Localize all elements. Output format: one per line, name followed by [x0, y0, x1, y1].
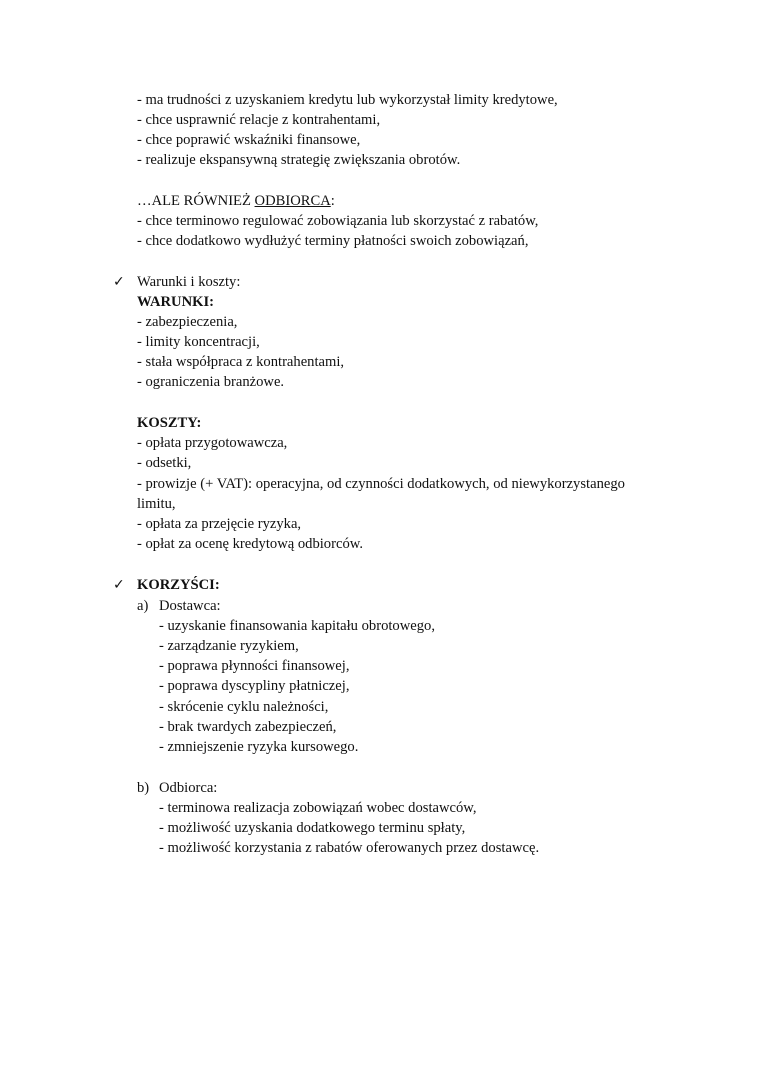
list-item: - skrócenie cyklu należności,: [159, 699, 329, 715]
recipient-label: Odbiorca:: [159, 780, 218, 796]
list-item: - poprawa dyscypliny płatniczej,: [159, 678, 350, 694]
list-item: - opłata przygotowawcza,: [137, 435, 288, 451]
list-marker: a): [137, 598, 149, 614]
list-marker: b): [137, 780, 150, 796]
list-item: - ograniczenia branżowe.: [137, 374, 285, 390]
recipient-heading-prefix: …ALE RÓWNIEŻ: [137, 193, 255, 209]
checkmark-icon: ✓: [113, 577, 125, 593]
list-item: - brak twardych zabezpieczeń,: [159, 719, 337, 735]
list-item: - możliwość uzyskania dodatkowego terminu spłaty,: [159, 820, 466, 836]
list-item: - realizuje ekspansywną strategię zwiększania obrotów.: [137, 152, 461, 168]
supplier-label: Dostawca:: [159, 598, 221, 614]
recipient-heading-suffix: :: [330, 193, 335, 209]
list-item: - chce terminowo regulować zobowiązania lub skorzystać z rabatów,: [137, 213, 539, 229]
list-item: limitu,: [137, 496, 176, 512]
checkmark-icon: ✓: [113, 274, 125, 290]
list-item: - opłat za ocenę kredytową odbiorców.: [137, 536, 363, 552]
list-item: - zabezpieczenia,: [137, 314, 238, 330]
list-item: - ma trudności z uzyskaniem kredytu lub wykorzystał limity kredytowe,: [137, 92, 558, 108]
list-item: - chce poprawić wskaźniki finansowe,: [137, 132, 361, 148]
list-item: - możliwość korzystania z rabatów oferowanych przez dostawcę.: [159, 840, 540, 856]
conditions-heading: WARUNKI:: [137, 294, 215, 310]
recipient-heading: [137, 191, 335, 211]
list-item: - zmniejszenie ryzyka kursowego.: [159, 739, 359, 755]
section-title: Warunki i koszty:: [137, 274, 241, 290]
list-item: - zarządzanie ryzykiem,: [159, 638, 299, 654]
list-item: - odsetki,: [137, 455, 192, 471]
recipient-heading-emphasis: ODBIORCA: [254, 193, 331, 209]
list-item: - chce usprawnić relacje z kontrahentami,: [137, 112, 381, 128]
list-item: - chce dodatkowo wydłużyć terminy płatności swoich zobowiązań,: [137, 233, 529, 249]
list-item: - poprawa płynności finansowej,: [159, 658, 350, 674]
list-item: - terminowa realizacja zobowiązań wobec dostawców,: [159, 800, 477, 816]
list-item: - uzyskanie finansowania kapitału obrotowego,: [159, 618, 435, 634]
costs-heading: KOSZTY:: [137, 415, 202, 431]
list-item: - opłata za przejęcie ryzyka,: [137, 516, 302, 532]
section-title: KORZYŚCI:: [137, 577, 220, 593]
list-item: - prowizje (+ VAT): operacyjna, od czynności dodatkowych, od niewykorzystanego: [137, 476, 625, 492]
list-item: - stała współpraca z kontrahentami,: [137, 354, 345, 370]
list-item: - limity koncentracji,: [137, 334, 260, 350]
